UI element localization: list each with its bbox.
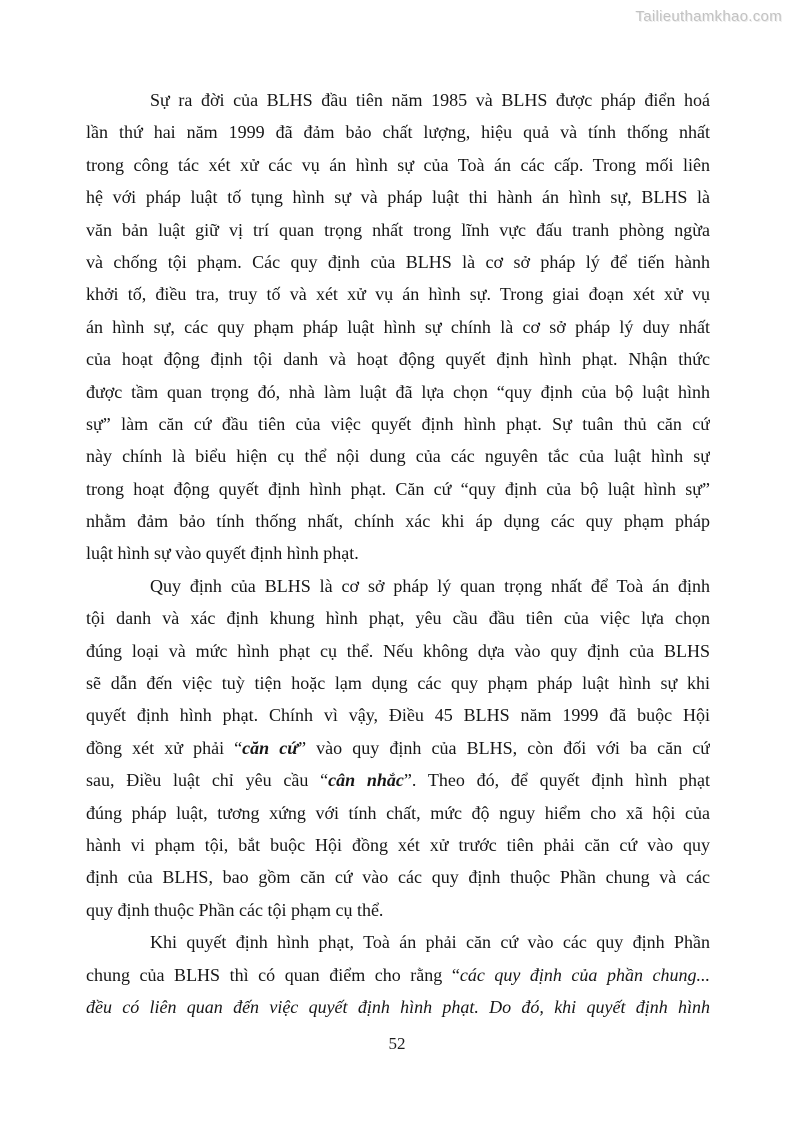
watermark: Tailieuthamkhao.com — [635, 8, 782, 25]
text-segment: ” vào quy định của BLHS, còn đối với ba căn cứ — [298, 737, 710, 758]
text-segment: sẽ dẫn đến việc tuỳ tiện hoặc lạm dụng các quy phạm pháp luật hình sự khi — [86, 673, 710, 694]
text-segment: quyết định hình phạt. Chính vì vậy, Điều 45 BLHS năm 1999 đã buộc Hội — [86, 705, 710, 726]
text-segment: cân nhắc — [328, 770, 404, 791]
text-segment: chung của BLHS thì có quan điểm cho rằng “ — [86, 964, 460, 985]
text-segment: đúng loại và mức hình phạt cụ thể. Nếu không dựa vào quy định của BLHS — [86, 640, 710, 661]
text-line — [86, 408, 710, 440]
text-segment: căn cứ — [242, 737, 299, 758]
text-line — [86, 732, 710, 764]
document-body — [86, 84, 710, 1023]
text-line — [86, 635, 710, 667]
text-segment: ”. Theo đó, để quyết định hình phạt — [403, 770, 710, 791]
paragraph — [86, 926, 710, 1023]
text-segment: và chống tội phạm. Các quy định của BLHS là cơ sở pháp lý để tiến hành — [86, 251, 710, 272]
text-segment: hệ với pháp luật tố tụng hình sự và pháp luật thi hành án hình sự, BLHS là — [86, 187, 710, 208]
text-line — [86, 84, 710, 116]
text-line — [86, 181, 710, 213]
text-line — [86, 376, 710, 408]
text-segment: án hình sự, các quy phạm pháp luật hình sự chính là cơ sở pháp lý duy nhất — [86, 316, 710, 337]
text-segment: Sự ra đời của BLHS đầu tiên năm 1985 và BLHS được pháp điển hoá — [150, 90, 710, 110]
text-line — [86, 149, 710, 181]
text-segment: định của BLHS, bao gồm căn cứ vào các quy định thuộc Phần chung và các — [86, 867, 710, 888]
text-line — [86, 343, 710, 375]
text-segment: đều có liên quan đến việc quyết định hình phạt. Do đó, khi quyết định hình — [86, 996, 710, 1017]
text-line — [86, 116, 710, 148]
text-line — [86, 505, 710, 537]
text-segment: Quy định của BLHS là cơ sở pháp lý quan trọng nhất để Toà án định — [150, 575, 710, 596]
text-segment: đúng pháp luật, tương xứng với tính chất, mức độ nguy hiểm cho xã hội của — [86, 802, 710, 823]
text-segment: sự” làm căn cứ đầu tiên của việc quyết định hình phạt. Sự tuân thủ căn cứ — [86, 413, 710, 434]
text-segment: lần thứ hai năm 1999 đã đảm bảo chất lượng, hiệu quả và tính thống nhất — [86, 122, 710, 143]
text-segment: của hoạt động định tội danh và hoạt động quyết định hình phạt. Nhận thức — [86, 349, 710, 370]
text-line — [86, 537, 710, 569]
text-line — [86, 278, 710, 310]
text-segment: đồng xét xử phải “ — [86, 737, 243, 758]
text-line — [86, 861, 710, 893]
text-line — [86, 959, 710, 991]
text-line — [86, 246, 710, 278]
text-segment: này chính là biểu hiện cụ thể nội dung của các nguyên tắc của luật hình sự — [86, 446, 710, 467]
text-line — [86, 667, 710, 699]
text-segment: văn bản luật giữ vị trí quan trọng nhất trong lĩnh vực đấu tranh phòng ngừa — [86, 219, 710, 240]
text-line — [86, 570, 710, 602]
text-segment: sau, Điều luật chỉ yêu cầu “ — [86, 770, 329, 791]
text-line — [86, 440, 710, 472]
paragraph — [86, 570, 710, 926]
text-segment: quy định thuộc Phần các tội phạm cụ thể. — [86, 899, 384, 920]
text-line — [86, 602, 710, 634]
text-segment: tội danh và xác định khung hình phạt, yêu cầu đầu tiên của việc lựa chọn — [86, 608, 710, 629]
text-line — [86, 764, 710, 796]
text-segment: được tầm quan trọng đó, nhà làm luật đã lựa chọn “quy định của bộ luật hình — [86, 381, 710, 402]
text-segment: luật hình sự vào quyết định hình phạt. — [86, 543, 359, 564]
text-line — [86, 797, 710, 829]
text-line — [86, 829, 710, 861]
text-line — [86, 473, 710, 505]
page-number: 52 — [388, 1034, 406, 1053]
text-line — [86, 926, 710, 958]
text-line — [86, 214, 710, 246]
text-segment: khởi tố, điều tra, truy tố và xét xử vụ án hình sự. Trong giai đoạn xét xử vụ — [86, 284, 710, 305]
text-line — [86, 991, 710, 1023]
text-segment: nhằm đảm bảo tính thống nhất, chính xác khi áp dụng các quy phạm pháp — [86, 511, 710, 532]
text-segment: trong hoạt động quyết định hình phạt. Căn cứ “quy định của bộ luật hình sự” — [86, 478, 710, 499]
text-segment: trong công tác xét xử các vụ án hình sự của Toà án các cấp. Trong mối liên — [86, 154, 710, 175]
text-line — [86, 894, 710, 926]
text-segment: hành vi phạm tội, bắt buộc Hội đồng xét xử trước tiên phải căn cứ vào quy — [86, 834, 710, 855]
text-line — [86, 311, 710, 343]
text-line — [86, 699, 710, 731]
text-segment: các quy định của phần chung... — [459, 964, 710, 985]
paragraph — [86, 84, 710, 570]
text-segment: Khi quyết định hình phạt, Toà án phải căn cứ vào các quy định Phần — [150, 932, 710, 953]
